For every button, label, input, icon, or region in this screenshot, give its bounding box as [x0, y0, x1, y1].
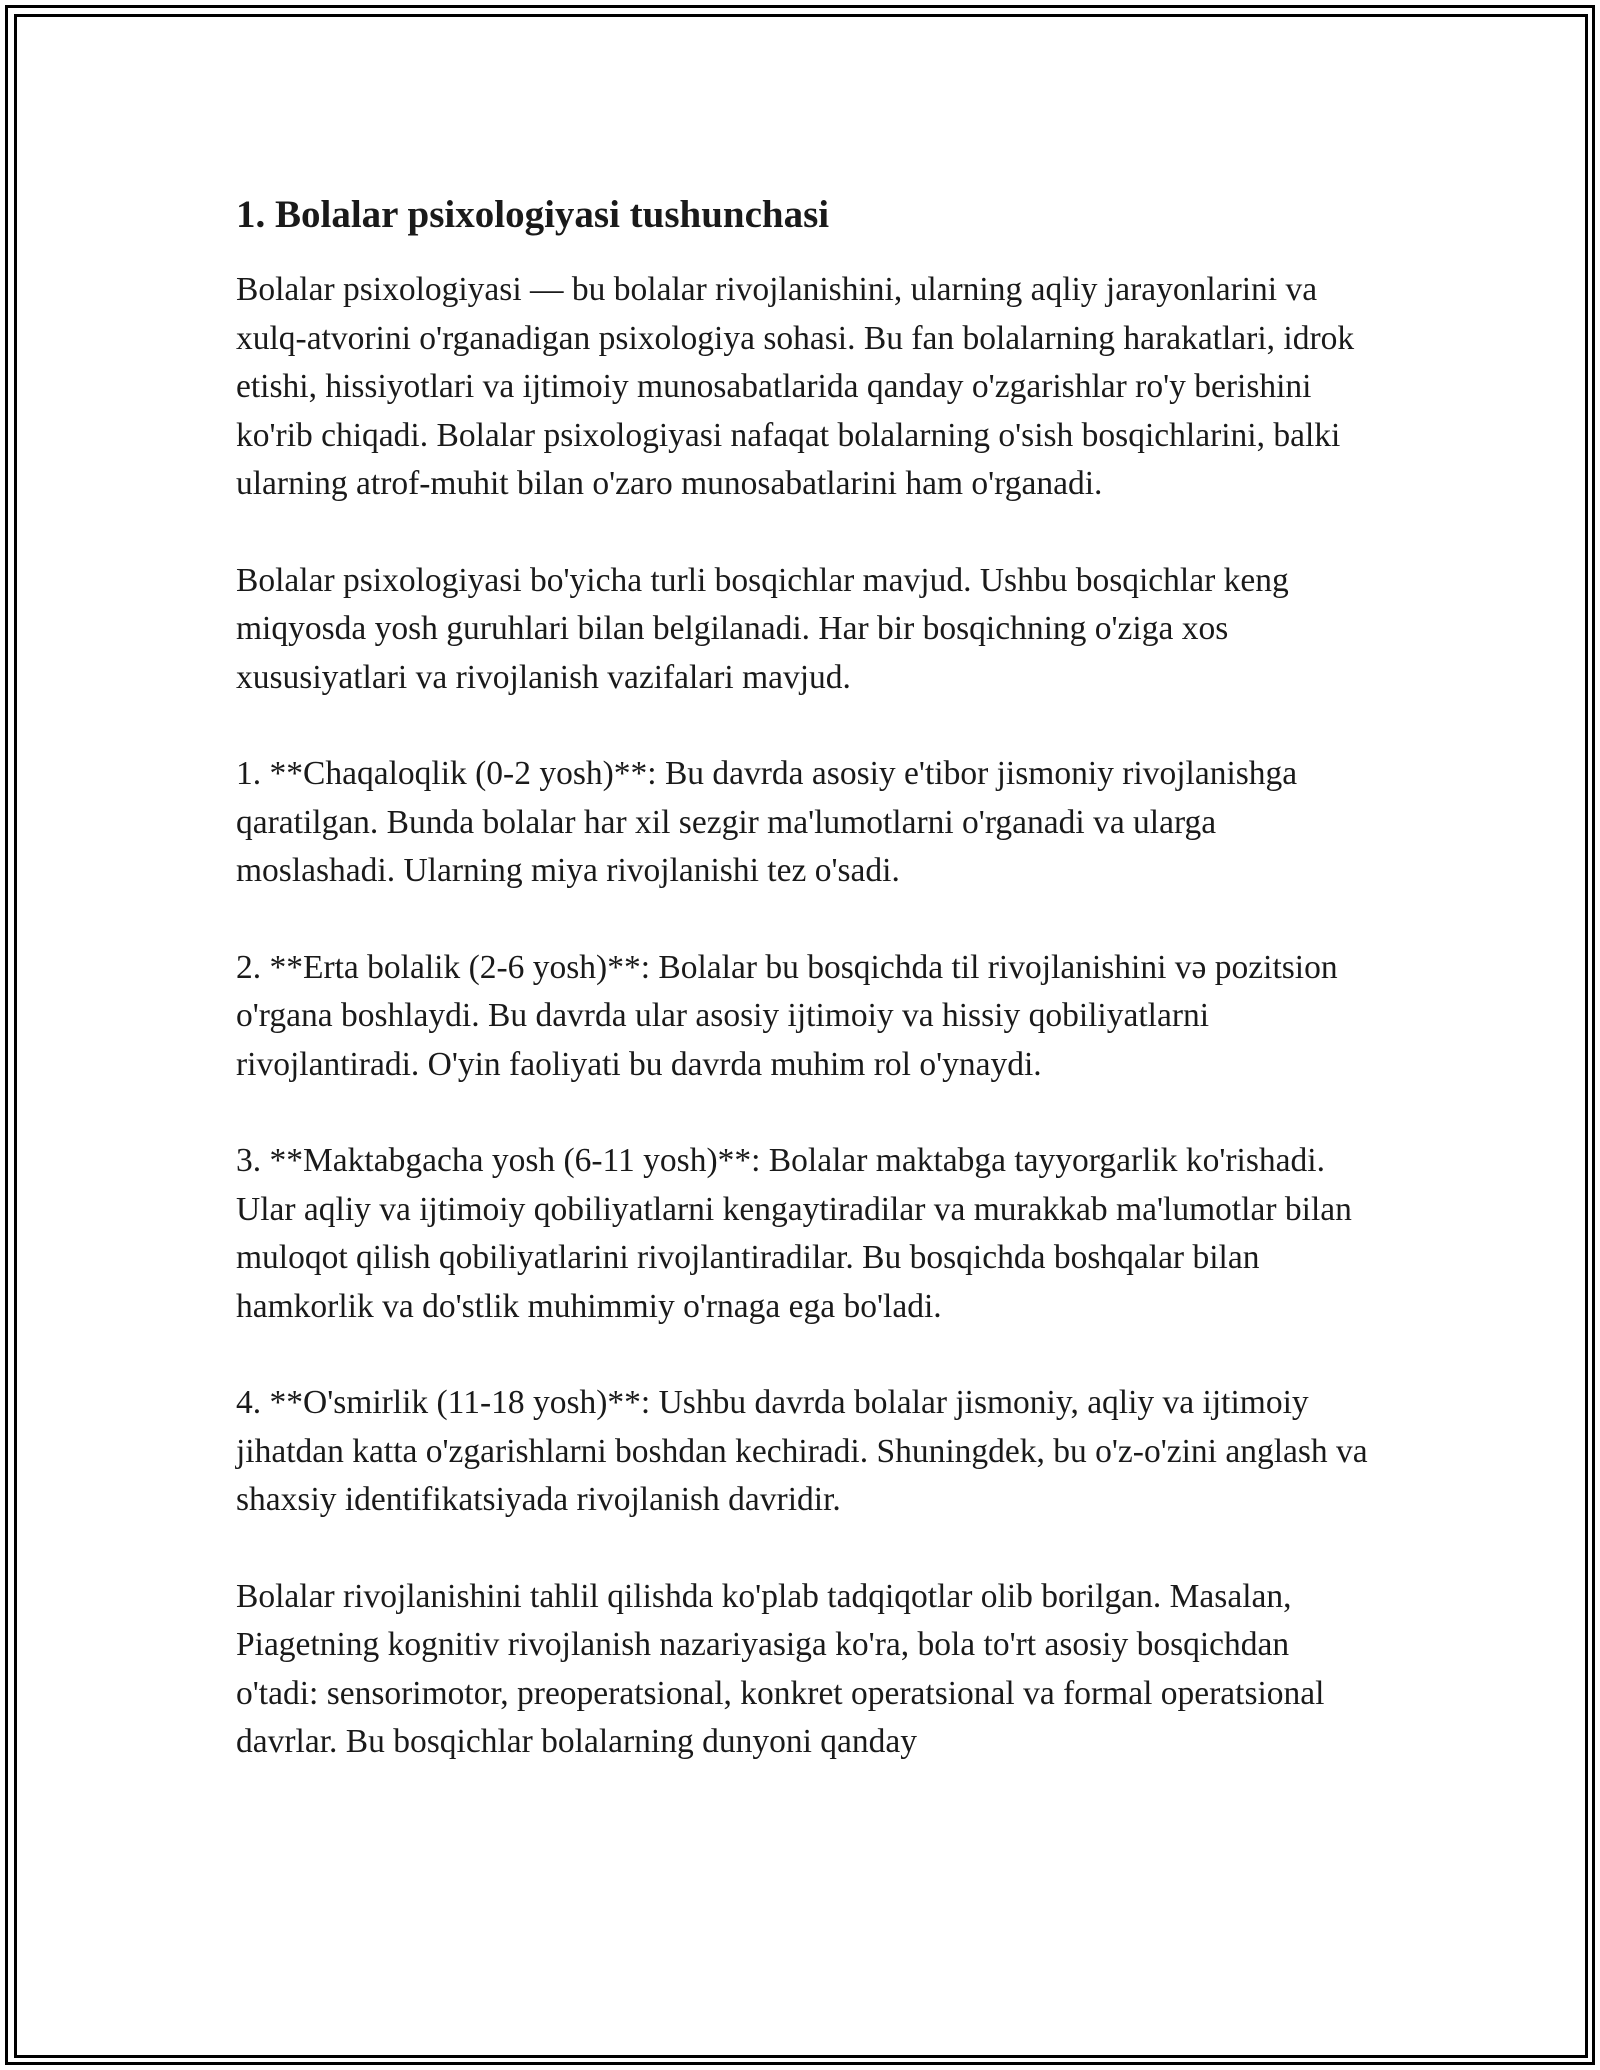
paragraph-stage-adolescence: 4. **O'smirlik (11-18 yosh)**: Ushbu davrda bolalar jismoniy, aqliy va ijtimoiy jihatdan katta o'zgarishlarni boshdan kechiradi. Shuningdek, bu o'z-o'zini anglash va shaxsiy identifikatsiyada rivojlanish davridir. [236, 1384, 1368, 1518]
paragraph-stage-early-childhood: 2. **Erta bolalik (2-6 yosh)**: Bolalar bu bosqichda til rivojlanishini və pozitsion o'rgana boshlaydi. Bu davrda ular asosiy ijtimoiy va hissiy qobiliyatlarni rivojlantiradi. O'yin faoliyati bu davrda muhim rol o'ynaydi. [236, 948, 1338, 1083]
paragraph-stages-overview: Bolalar psixologiyasi bo'yicha turli bosqichlar mavjud. Ushbu bosqichlar keng miqyosda yosh guruhlari bilan belgilanadi. Har bir bosqichning o'ziga xos xususiyatlari va rivojlanish vazifalari mavjud. [236, 561, 1289, 696]
paragraph-piaget: Bolalar rivojlanishini tahlil qilishda ko'plab tadqiqotlar olib borilgan. Masalan, Piagetning kognitiv rivojlanish nazariyasiga ko'ra, bola to'rt asosiy bosqichdan o'tadi: sensorimotor, preoperatsional, konkret operatsional va formal operatsional davrlar. Bu bosqichlar bolalarning dunyoni qanday [236, 1577, 1325, 1760]
paragraph-stage-infancy: 1. **Chaqaloqlik (0-2 yosh)**: Bu davrda asosiy e'tibor jismoniy rivojlanishga qaratilgan. Bunda bolalar har xil sezgir ma'lumotlarni o'rganadi va ularga moslashadi. Ularning miya rivojlanishi tez o'sadi. [236, 755, 1298, 889]
document-body [236, 188, 1376, 1767]
paragraph-stage-preschool: 3. **Maktabgacha yosh (6-11 yosh)**: Bolalar maktabga tayyorgarlik ko'rishadi. Ular aqliy va ijtimoiy qobiliyatlarni kengaytiradilar va murakkab ma'lumotlar bilan muloqot qilish qobiliyatlarini rivojlantiradilar. Bu bosqichda boshqalar bilan hamkorlik va do'stlik muhimmiy o'rnaga ega bo'ladi. [236, 1142, 1352, 1325]
section-heading: 1. Bolalar psixologiyasi tushunchasi [236, 193, 830, 236]
paragraph-intro: Bolalar psixologiyasi — bu bolalar rivojlanishini, ularning aqliy jarayonlarini va xulq-atvorini o'rganadigan psixologiya sohasi. Bu fan bolalarning harakatlari, idrok etishi, hissiyotlari va ijtimoiy munosabatlarida qanday o'zgarishlar ro'y berishini ko'rib chiqadi. Bolalar psixologiyasi nafaqat bolalarning o'sish bosqichlarini, balki ularning atrof-muhit bilan o'zaro munosabatlarini ham o'rganadi. [236, 271, 1355, 502]
